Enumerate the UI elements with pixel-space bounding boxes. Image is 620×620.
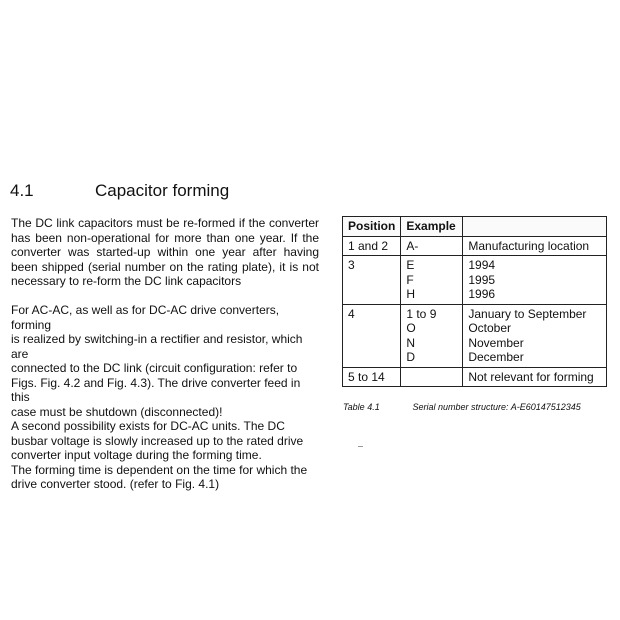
header-example: Example bbox=[401, 217, 463, 237]
serial-number-table bbox=[342, 216, 607, 387]
paragraph-line: converter input voltage during the forming time. bbox=[11, 448, 262, 462]
paragraph-line: The forming time is dependent on the time for which the bbox=[11, 462, 308, 477]
meaning-text: December bbox=[468, 350, 524, 364]
cell-position: 4 bbox=[343, 304, 401, 367]
caption-ref: Table 4.1 bbox=[343, 402, 380, 412]
paragraph-line: case must be shutdown (disconnected)! bbox=[11, 404, 223, 419]
table-header-row bbox=[343, 217, 607, 237]
table-row bbox=[343, 256, 607, 305]
meaning-text: November bbox=[468, 335, 524, 350]
paragraph-line: connected to the DC link (circuit configuration: refer to bbox=[11, 361, 298, 375]
example-code: E bbox=[406, 258, 415, 272]
cell-position: 5 to 14 bbox=[343, 367, 401, 387]
paragraph-line: busbar voltage is slowly increased up to the rated drive bbox=[11, 433, 304, 448]
cell-example bbox=[401, 256, 463, 305]
cell-meaning: Manufacturing location bbox=[463, 236, 607, 256]
paragraph-line: Figs. Fig. 4.2 and Fig. 4.3). The drive converter feed in this bbox=[11, 375, 301, 404]
cell-position: 1 and 2 bbox=[343, 236, 401, 256]
cell-example: A- bbox=[401, 236, 463, 256]
meaning-text: 1995 bbox=[468, 272, 496, 287]
table-row bbox=[343, 367, 607, 387]
paragraph-line: is realized by switching-in a rectifier and resistor, which are bbox=[11, 332, 303, 361]
example-code: N bbox=[406, 335, 416, 350]
example-code: D bbox=[406, 350, 416, 364]
cell-example bbox=[401, 304, 463, 367]
meaning-text: October bbox=[468, 321, 512, 335]
cell-example bbox=[401, 367, 463, 387]
table-caption bbox=[343, 402, 581, 412]
page-mark bbox=[358, 446, 363, 447]
header-position: Position bbox=[343, 217, 401, 237]
paragraph-line: A second possibility exists for DC-AC units. The DC bbox=[11, 419, 285, 433]
paragraph-forming-procedure bbox=[11, 303, 319, 492]
cell-meaning bbox=[463, 304, 607, 367]
meaning-text: 1994 bbox=[468, 258, 496, 272]
example-code: F bbox=[406, 272, 414, 287]
example-code: O bbox=[406, 321, 416, 335]
paragraph-reforming: The DC link capacitors must be re-formed if the converter has been non-operational for more than one year. If the converter was started-up within one year after having been shipped (serial number on the rating plate), it is not necessary to re-form the DC link capacitors bbox=[11, 216, 319, 288]
meaning-text: 1996 bbox=[468, 287, 496, 301]
cell-meaning: Not relevant for forming bbox=[463, 367, 607, 387]
header-meaning bbox=[463, 217, 607, 237]
example-code: H bbox=[406, 287, 416, 301]
paragraph-line: drive converter stood. (refer to Fig. 4.1) bbox=[11, 477, 220, 491]
section-title: Capacitor forming bbox=[95, 181, 230, 200]
cell-position: 3 bbox=[343, 256, 401, 305]
meaning-text: January to September bbox=[468, 306, 587, 321]
paragraph-line: For AC-AC, as well as for DC-AC drive converters, forming bbox=[11, 303, 280, 332]
table-row bbox=[343, 304, 607, 367]
cell-meaning bbox=[463, 256, 607, 305]
example-code: 1 to 9 bbox=[406, 306, 437, 321]
table-row bbox=[343, 236, 607, 256]
caption-text: Serial number structure: A-E60147512345 bbox=[412, 402, 581, 412]
section-number: 4.1 bbox=[10, 181, 34, 200]
